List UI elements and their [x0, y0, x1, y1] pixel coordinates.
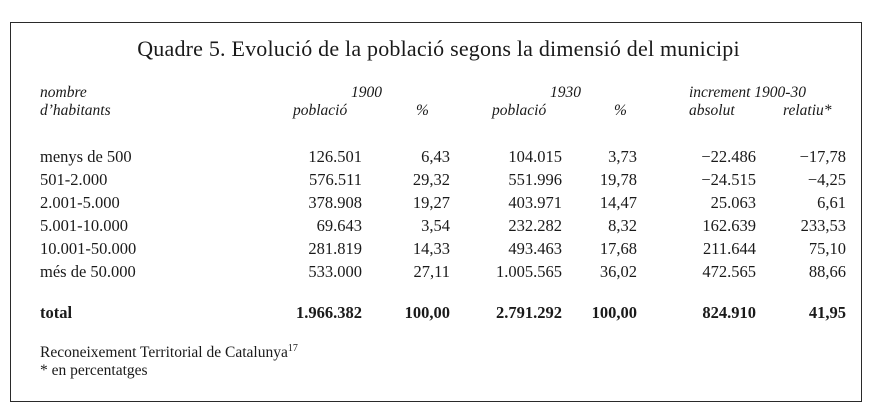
- cell-pct-1930: 3,73: [608, 147, 637, 166]
- header-poblacio-1900: població: [293, 102, 348, 119]
- row-label: menys de 500: [40, 147, 132, 166]
- cell-poblacio-1900: 69.643: [316, 216, 362, 235]
- source-text: Reconeixement Territorial de Catalunya: [40, 344, 288, 361]
- total-pct-1930: 100,00: [591, 303, 637, 322]
- cell-absolut: 162.639: [702, 216, 756, 235]
- cell-pct-1930: 14,47: [599, 193, 637, 212]
- total-label: total: [40, 303, 73, 322]
- cell-absolut: 25.063: [710, 193, 756, 212]
- cell-relatiu: 233,53: [800, 216, 846, 235]
- cell-absolut: 211.644: [702, 239, 756, 258]
- footnote: * en percentatges: [40, 362, 148, 379]
- cell-pct-1900: 19,27: [412, 193, 450, 212]
- header-pct-1930: %: [614, 102, 627, 119]
- row-label: 501-2.000: [40, 170, 108, 189]
- cell-poblacio-1930: 232.282: [508, 216, 562, 235]
- table-title: Quadre 5. Evolució de la població segons la dimensió del municipi: [137, 36, 740, 61]
- source-reference: 17: [287, 342, 298, 354]
- cell-poblacio-1930: 104.015: [508, 147, 562, 166]
- cell-relatiu: −17,78: [799, 147, 846, 166]
- cell-pct-1930: 36,02: [599, 262, 637, 281]
- cell-absolut: 472.565: [702, 262, 756, 281]
- header-year-1900: 1900: [351, 84, 382, 101]
- cell-poblacio-1900: 533.000: [308, 262, 362, 281]
- cell-pct-1900: 27,11: [413, 262, 450, 281]
- header-relatiu: relatiu*: [783, 102, 832, 119]
- row-label: 10.001-50.000: [40, 239, 137, 258]
- row-label: 5.001-10.000: [40, 216, 128, 235]
- header-increment: increment 1900-30: [689, 84, 806, 101]
- cell-pct-1930: 8,32: [608, 216, 637, 235]
- cell-pct-1930: 19,78: [599, 170, 637, 189]
- cell-poblacio-1930: 403.971: [508, 193, 562, 212]
- total-pct-1900: 100,00: [404, 303, 450, 322]
- cell-poblacio-1930: 551.996: [508, 170, 562, 189]
- source-note: [40, 344, 298, 362]
- cell-poblacio-1900: 281.819: [308, 239, 362, 258]
- cell-pct-1930: 17,68: [599, 239, 637, 258]
- header-habitants: d’habitants: [40, 102, 111, 119]
- header-absolut: absolut: [689, 102, 735, 119]
- header-poblacio-1930: població: [492, 102, 547, 119]
- row-label: més de 50.000: [40, 262, 136, 281]
- total-relatiu: 41,95: [808, 303, 846, 322]
- total-poblacio-1930: 2.791.292: [496, 303, 562, 322]
- cell-poblacio-1900: 576.511: [308, 170, 362, 189]
- cell-pct-1900: 29,32: [412, 170, 450, 189]
- cell-absolut: −24.515: [701, 170, 756, 189]
- cell-poblacio-1900: 126.501: [308, 147, 362, 166]
- row-label: 2.001-5.000: [40, 193, 120, 212]
- cell-relatiu: −4,25: [807, 170, 846, 189]
- cell-absolut: −22.486: [701, 147, 756, 166]
- cell-relatiu: 88,66: [808, 262, 846, 281]
- cell-pct-1900: 14,33: [412, 239, 450, 258]
- header-pct-1900: %: [416, 102, 429, 119]
- total-absolut: 824.910: [702, 303, 756, 322]
- header-nombre: nombre: [40, 84, 87, 101]
- cell-relatiu: 75,10: [808, 239, 846, 258]
- cell-poblacio-1900: 378.908: [308, 193, 362, 212]
- cell-pct-1900: 3,54: [421, 216, 450, 235]
- cell-poblacio-1930: 1.005.565: [496, 262, 562, 281]
- total-poblacio-1900: 1.966.382: [296, 303, 362, 322]
- cell-pct-1900: 6,43: [421, 147, 450, 166]
- header-year-1930: 1930: [550, 84, 581, 101]
- cell-relatiu: 6,61: [817, 193, 846, 212]
- cell-poblacio-1930: 493.463: [508, 239, 562, 258]
